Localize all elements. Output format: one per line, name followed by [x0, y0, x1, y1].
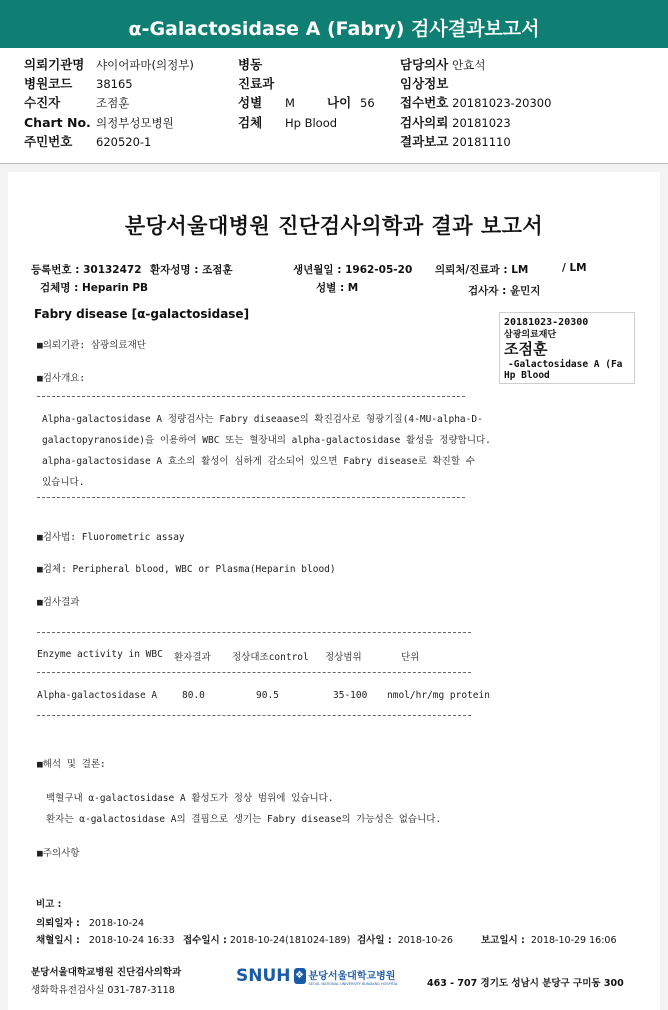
stamp-specimen: Hp Blood	[504, 370, 550, 381]
table-cell: nmol/hr/mg protein	[387, 690, 490, 701]
field-resident-no-value: 620520-1	[96, 135, 152, 149]
remark-label: 비고 :	[36, 899, 62, 910]
scanned-report-page	[8, 172, 660, 1010]
field-hospital-code: 병원코드	[24, 76, 73, 91]
logo-text	[309, 967, 398, 986]
requesting-dept-2: / LM	[562, 262, 587, 274]
dept-name: 분당서울대학교병원 진단검사의학과	[31, 967, 182, 978]
field-patient: 수진자	[24, 95, 61, 110]
field-request-date: 검사의뢰 20181023	[400, 115, 511, 130]
logo-mark: SNUH	[236, 966, 291, 986]
field-chart-no: Chart No.	[24, 115, 91, 130]
report-title: 분당서울대병원 진단검사의학과 결과 보고서	[124, 214, 544, 238]
stamp-accession: 20181023-20300	[504, 317, 589, 328]
field-report-date: 결과보고 20181110	[400, 134, 511, 149]
field-patient-value: 조점훈	[96, 96, 130, 110]
receive-date: 접수일시 : 2018-10-24(181024-189)	[183, 935, 351, 946]
overview-line: 있습니다.	[42, 477, 85, 488]
field-accession-no: 접수번호 20181023-20300	[400, 95, 552, 110]
table-header-cell: 정상범위	[325, 652, 362, 663]
specimen-label-stamp	[499, 312, 635, 384]
result-heading: ■검사결과	[37, 597, 80, 608]
field-requester: 의뢰기관명	[24, 57, 85, 72]
table-header-cell: 환자결과	[174, 652, 211, 663]
caution-heading: ■주의사항	[37, 848, 80, 859]
report-datetime: 보고일시 : 2018-10-29 16:06	[481, 935, 617, 946]
interpretation-heading: ■해석 및 결론:	[37, 759, 106, 770]
institution-line: ■의뢰기관: 삼광의료재단	[37, 340, 146, 351]
field-clinical-info: 임상정보	[400, 76, 449, 91]
field-chart-no-value: 의정부성모병원	[96, 116, 174, 130]
field-physician: 담당의사 안효석	[400, 57, 486, 72]
dept-phone: 생화학유전검사실 031-787-3118	[31, 985, 175, 996]
examiner: 검사자 : 윤민지	[468, 285, 541, 297]
birth-date: 생년월일 : 1962-05-20	[293, 264, 413, 276]
field-sex-value: M	[285, 96, 295, 110]
table-cell: Alpha-galactosidase A	[37, 690, 158, 701]
overview-line: galactopyranoside)을 이용하여 WBC 또는 혈장내의 alpha-galactosidase 활성을 정량합니다.	[42, 435, 491, 446]
reg-no: 등록번호 : 30132472	[31, 264, 142, 276]
table-cell: 35-100	[333, 690, 368, 701]
request-date: 의뢰일자 : 2018-10-24	[36, 918, 145, 929]
hospital-address: 463 - 707 경기도 성남시 분당구 구미동 300	[427, 978, 624, 989]
method-line: ■검사법: Fluorometric assay	[37, 532, 185, 543]
logo-symbol-icon: ❖	[294, 968, 306, 984]
specimen-name: 검체명 : Heparin PB	[40, 282, 149, 294]
overview-line: alpha-galactosidase A 효소의 활성이 심하게 감소되어 있으면 Fabry disease로 확진할 수	[42, 456, 475, 467]
patient-name: 환자성명 : 조점훈	[150, 264, 233, 276]
logo-name: 분당서울대학교병원	[308, 970, 396, 982]
field-ward: 병동	[238, 57, 263, 72]
table-cell: 80.0	[182, 690, 205, 701]
interpretation-line: 환자는 α-galactosidase A의 결핍으로 생기는 Fabry disease의 가능성은 없습니다.	[46, 814, 442, 825]
stamp-test: -Galactosidase A (Fa	[508, 359, 623, 370]
table-header-cell: 정상대조control	[232, 652, 309, 663]
stamp-name: 조점훈	[504, 340, 548, 358]
table-header-cell: 단위	[401, 652, 420, 663]
collect-date: 채혈일시 : 2018-10-24 16:33	[36, 935, 175, 946]
patient-sex: 성별 : M	[316, 282, 359, 294]
field-specimen-value: Hp Blood	[285, 116, 338, 130]
overview-heading: ■검사개요:	[37, 373, 86, 384]
requesting-dept: 의뢰처/진료과 : LM	[435, 264, 529, 276]
overview-line: Alpha-galactosidase A 정량검사는 Fabry diseaase의 확진검사로 형광기질(4-MU-alpha-D-	[42, 414, 483, 425]
stamp-org: 삼광의료재단	[504, 330, 557, 340]
specimen-line: ■검체: Peripheral blood, WBC or Plasma(Heparin blood)	[37, 564, 336, 575]
field-resident-no: 주민번호	[24, 134, 73, 149]
snuh-logo	[236, 966, 398, 986]
table-header-cell: Enzyme activity in WBC	[37, 649, 163, 660]
field-requester-value: 샤이어파마(의정부)	[96, 58, 194, 72]
logo-eng: SEOUL NATIONAL UNIVERSITY BUNDANG HOSPITAL	[308, 981, 398, 986]
table-cell: 90.5	[256, 690, 279, 701]
field-age: 나이	[327, 95, 352, 110]
field-sex: 성별	[238, 95, 263, 110]
field-hospital-code-value: 38165	[96, 77, 133, 91]
field-age-value: 56	[360, 96, 375, 110]
report-title-bar	[0, 0, 668, 48]
divider	[37, 497, 465, 498]
report-header-title: α-Galactosidase A (Fabry) 검사결과보고서	[128, 18, 540, 40]
interpretation-line: 백혈구내 α-galactosidase A 활성도가 정상 범위에 있습니다.	[46, 793, 334, 804]
test-date: 검사일 : 2018-10-26	[357, 935, 453, 946]
section-title: Fabry disease [α-galactosidase]	[34, 307, 250, 321]
divider	[37, 672, 471, 673]
divider	[37, 396, 465, 397]
field-department: 진료과	[238, 76, 275, 91]
divider	[37, 632, 471, 633]
field-specimen: 검체	[238, 115, 263, 130]
divider	[37, 715, 471, 716]
